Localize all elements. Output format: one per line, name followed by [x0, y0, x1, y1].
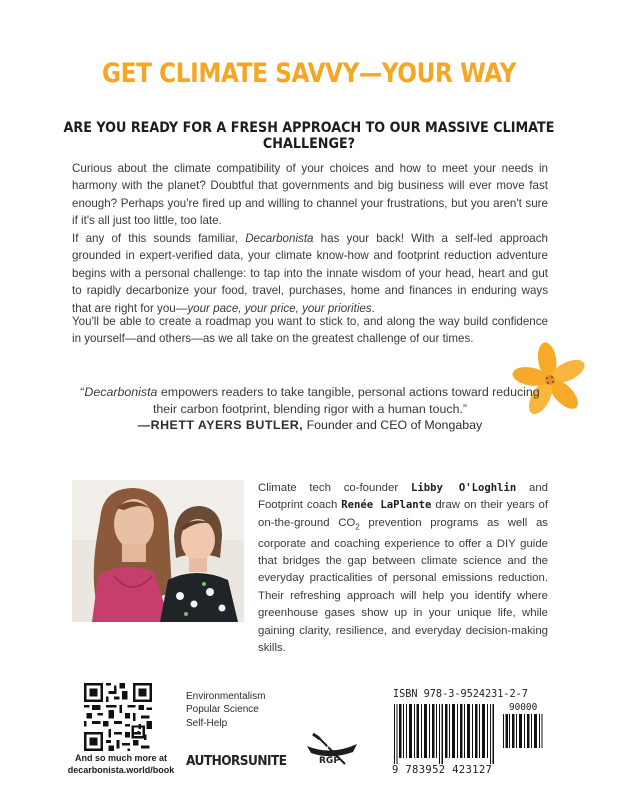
qr-caption-url[interactable]: decarbonista.world/book — [67, 764, 175, 775]
barcode-number: 9 783952 423127 — [392, 764, 493, 776]
bio-mid2: draw on their years of on-the-ground CO — [258, 499, 548, 529]
quote-open: “ — [80, 385, 85, 399]
qr-caption — [62, 753, 180, 776]
author-name-1: Libby O'Loghlin — [410, 482, 517, 494]
price-barcode — [502, 704, 544, 748]
bio-mid1: and Footprint coach — [258, 482, 549, 512]
isbn-barcode — [392, 704, 496, 764]
quote-text — [70, 384, 550, 418]
author-bio — [258, 480, 548, 657]
price-code: 90000 — [509, 702, 538, 713]
qr-code-icon[interactable] — [84, 683, 152, 751]
quote-title: Decarbonista — [84, 385, 158, 399]
paragraph-decarbonista — [72, 230, 548, 317]
category-item: Self-Help — [186, 717, 228, 729]
attribution-role: Founder and CEO of Mongabay — [303, 418, 483, 432]
p2-text-a: If any of this sounds familiar, — [72, 232, 246, 245]
p2-emphasis: your pace, your price, your priorities — [187, 301, 372, 315]
rgp-label: RGP — [319, 756, 340, 766]
author-photo — [72, 480, 244, 622]
authorsunite-logo: AUTHORSUNITE — [186, 753, 287, 769]
quote-attribution — [70, 418, 550, 432]
category-item: Environmentalism — [186, 691, 266, 702]
p2-text-b: has your back! With a self-led approach grounded in expert-verified data, your climate know-how and footprint reduction adventure begins with a personal challenge: to tap into the innate wisdom of your head, heart and gut to rapidly decarbonize your food, travel, purchases, home and finances in enduring ways that are right for you— — [72, 232, 548, 315]
bio-intro: Climate tech co-founder — [258, 482, 411, 494]
book-title: Decarbonista — [245, 232, 314, 245]
subhead: ARE YOU READY FOR A FRESH APPROACH TO OUR MASSIVE CLIMATE CHALLENGE? — [63, 120, 555, 152]
category-list — [186, 690, 265, 730]
p2-end: . — [371, 301, 375, 315]
headline: GET CLIMATE SAVVY—YOUR WAY — [102, 58, 516, 89]
co2-subscript: 2 — [355, 522, 360, 532]
attribution-name: —RHETT AYERS BUTLER, — [137, 418, 304, 432]
quote-body: empowers readers to take tangible, personal actions toward reducing their carbon footprint, blending rigor with a human touch.” — [152, 385, 540, 416]
paragraph-roadmap: You'll be able to create a roadmap you want to stick to, and along the way build confidence in yourself—and others—as we all take on the greatest challenge of our times. — [72, 315, 548, 346]
author-name-2: Renée LaPlante — [341, 499, 432, 512]
category-item: Popular Science — [186, 704, 259, 716]
qr-caption-line1: And so much more at — [74, 753, 167, 763]
isbn-text: ISBN 978-3-9524231-2-7 — [393, 689, 528, 700]
bio-rest: prevention programs as well as corporate and coaching experience to offer a DIY guide that bridges the gap between climate science and the everyday practicalities of personal emissions reduction. Their refreshing approach will help you identify where greenhouse gases show up in your unique life, while gaining clarity, resilience, and everyday decision-making skills. — [258, 516, 548, 654]
paragraph-intro: Curious about the climate compatibility of your choices and how to meet your needs in harmony with the planet? Doubtful that governments and big business will ever move fast enough? Perhaps you're fired up and willing to channel your frustrations, but you aren't sure if it's all just too little, too late. — [72, 162, 548, 228]
